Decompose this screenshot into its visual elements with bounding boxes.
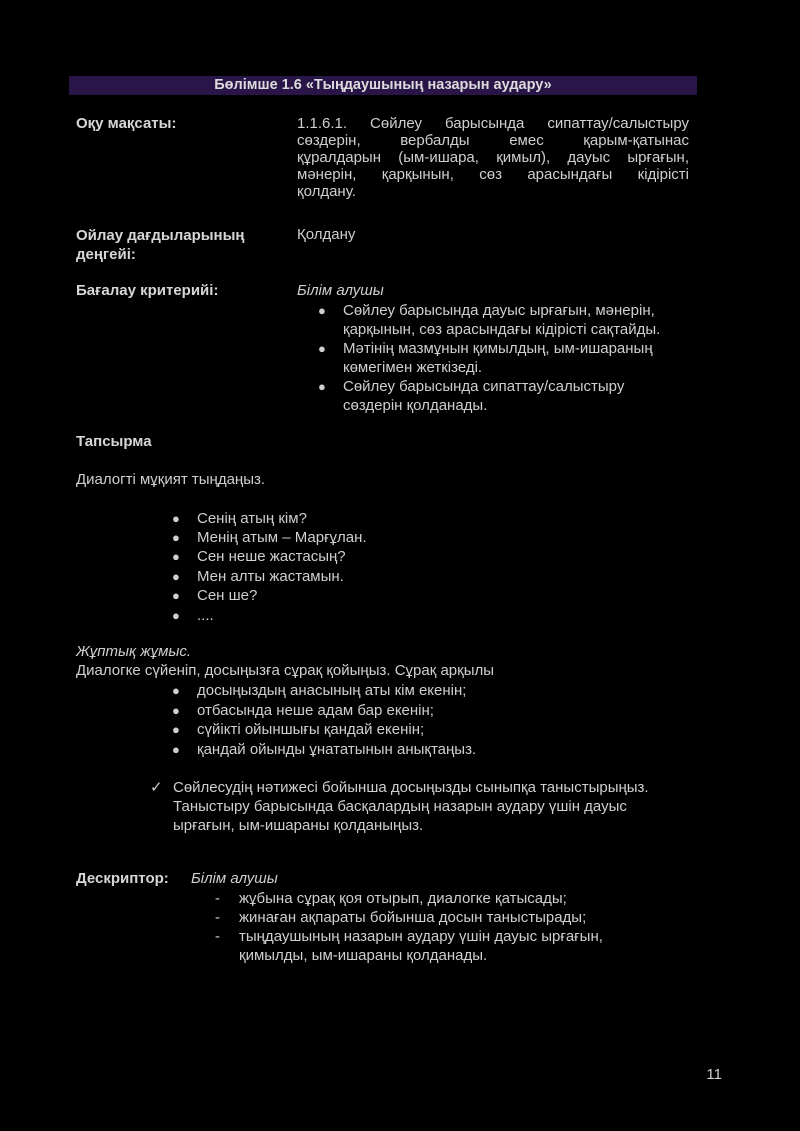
pair-work-heading: Жұптық жұмыс. [76, 643, 192, 660]
goal-text [297, 115, 689, 200]
criteria-label: Бағалау критерийі: [76, 282, 219, 299]
dialogue-text: Менің атым – Марғұлан. [197, 529, 367, 546]
descriptor-intro: Білім алушы [191, 870, 278, 887]
goal-line: 1.1.6.1. Сөйлеу барысында сипаттау/салыстыру [297, 115, 689, 132]
bullet-icon: ● [172, 742, 180, 757]
criteria-line: Мәтінің мазмұнын қимылдың, ым-ишараның [343, 340, 653, 357]
criteria-line: қарқынын, сөз арасындағы кідірісті сақтайды. [343, 321, 661, 338]
dialogue-text: Сен неше жастасың? [197, 548, 346, 565]
descriptor-line: жинаған ақпараты бойынша досын таныстырады; [239, 909, 587, 926]
pair-item-text: сүйікті ойыншығы қандай екенін; [197, 721, 425, 738]
descriptor-item [215, 908, 586, 927]
check-item [150, 778, 649, 835]
pair-work-instruction: Диалогке сүйеніп, досыңызға сұрақ қойыңыз. Сұрақ арқылы [76, 662, 495, 679]
goal-label: Оқу мақсаты: [76, 115, 177, 132]
bullet-icon: ● [318, 303, 326, 318]
pair-item-text: қандай ойынды ұнататынын анықтаңыз. [197, 741, 477, 758]
pair-item [172, 701, 434, 720]
task-instruction: Диалогті мұқият тыңдаңыз. [76, 471, 266, 488]
pair-item [172, 681, 466, 700]
descriptor-item [215, 889, 567, 908]
criteria-line: көмегімен жеткізеді. [343, 359, 483, 376]
descriptor-line: қимылды, ым-ишараны қолданады. [239, 947, 488, 964]
bullet-icon: ● [172, 588, 180, 603]
bullet-icon: ● [172, 608, 180, 623]
bullet-icon: ● [172, 683, 180, 698]
descriptor-label: Дескриптор: [76, 870, 169, 887]
dialogue-line [172, 567, 344, 586]
bullet-icon: ● [172, 549, 180, 564]
page-number: 11 [706, 1066, 722, 1083]
criteria-line: Сөйлеу барысында дауыс ырғағын, мәнерін, [343, 302, 655, 319]
bullet-icon: ● [172, 511, 180, 526]
criteria-intro: Білім алушы [297, 282, 384, 299]
bullet-icon: ● [172, 703, 180, 718]
criteria-item [318, 377, 624, 415]
dash-icon: - [215, 909, 220, 926]
bullet-icon: ● [318, 341, 326, 356]
dialogue-line [172, 547, 346, 566]
descriptor-line: тыңдаушының назарын аудару үшін дауыс ырғағын, [239, 928, 603, 945]
descriptor-line: жұбына сұрақ қоя отырып, диалогке қатысады; [239, 890, 567, 907]
thinking-value: Қолдану [297, 226, 356, 243]
goal-line: құралдарын (ым-ишара, қимыл), дауыс ырғағын, [297, 149, 689, 166]
dash-icon: - [215, 928, 220, 945]
goal-line: қолдану. [297, 183, 356, 200]
task-heading: Тапсырма [76, 433, 152, 450]
thinking-label [76, 226, 245, 264]
goal-line: мәнерін, қарқынын, сөз арасындағы кідірісті [297, 166, 689, 183]
criteria-line: сөздерін қолданады. [343, 397, 488, 414]
dialogue-text: Мен алты жастамын. [197, 568, 344, 585]
check-line: ырғағын, ым-ишараны қолданыңыз. [173, 817, 424, 834]
thinking-label-line: деңгейі: [76, 246, 136, 263]
bullet-icon: ● [318, 379, 326, 394]
goal-line: сөздерін, вербалды емес қарым-қатынас [297, 132, 689, 149]
dialogue-text: Сен ше? [197, 587, 258, 604]
section-title: Бөлімше 1.6 «Тыңдаушының назарын аудару» [69, 76, 697, 95]
dash-icon: - [215, 890, 220, 907]
checkmark-icon: ✓ [150, 779, 163, 796]
criteria-item [318, 339, 653, 377]
dialogue-text: Сенің атың кім? [197, 510, 307, 527]
bullet-icon: ● [172, 530, 180, 545]
pair-item [172, 740, 476, 759]
pair-item-text: досыңыздың анасының аты кім екенін; [197, 682, 467, 699]
dialogue-line [172, 606, 214, 625]
dialogue-line [172, 528, 367, 547]
criteria-item [318, 301, 660, 339]
bullet-icon: ● [172, 722, 180, 737]
check-line: Таныстыру барысында басқалардың назарын аудару үшін дауыс [173, 798, 627, 815]
dialogue-line [172, 586, 257, 605]
check-line: Сөйлесудің нәтижесі бойынша досыңызды сыныпқа таныстырыңыз. [173, 779, 649, 796]
thinking-label-line: Ойлау дағдыларының [76, 227, 245, 244]
dialogue-text: .... [197, 607, 214, 624]
criteria-line: Сөйлеу барысында сипаттау/салыстыру [343, 378, 625, 395]
descriptor-item [215, 927, 603, 965]
dialogue-line [172, 509, 307, 528]
pair-item-text: отбасында неше адам бар екенін; [197, 702, 434, 719]
bullet-icon: ● [172, 569, 180, 584]
pair-item [172, 720, 424, 739]
